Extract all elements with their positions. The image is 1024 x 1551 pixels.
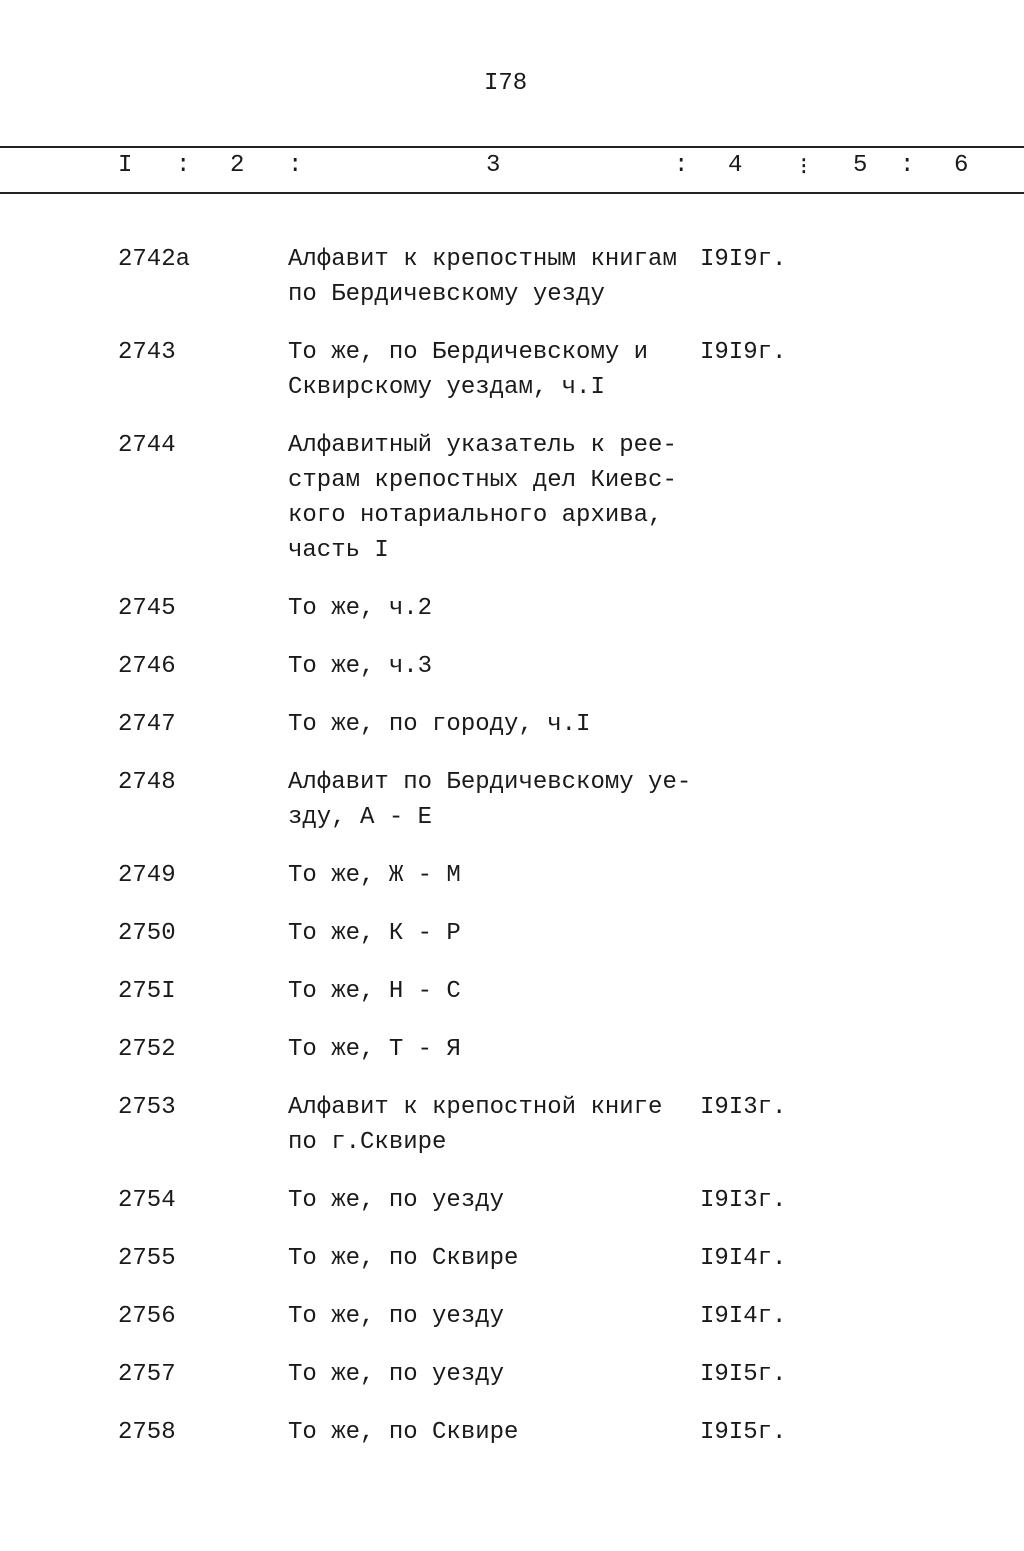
entry-description	[288, 765, 692, 835]
entry-year: I9I5г.	[700, 1419, 787, 1446]
description-line: часть I	[288, 537, 389, 564]
inventory-entry	[0, 649, 1024, 684]
inventory-entry	[0, 242, 1024, 312]
entry-description	[288, 1090, 688, 1160]
entry-year: I9I3г.	[700, 1094, 787, 1121]
column-header-5: 5	[853, 152, 868, 179]
column-header-1: I	[118, 152, 133, 179]
entry-description	[288, 1032, 688, 1067]
description-line: То же, по Сквире	[288, 1245, 519, 1272]
entry-number: 2752	[118, 1036, 176, 1063]
entry-number: 2748	[118, 769, 176, 796]
column-separator: :	[900, 152, 915, 179]
entry-description	[288, 428, 688, 568]
entry-number: 275I	[118, 978, 176, 1005]
entry-year: I9I3г.	[700, 1187, 787, 1214]
entry-year: I9I5г.	[700, 1361, 787, 1388]
entry-description	[288, 916, 688, 951]
inventory-entry	[0, 974, 1024, 1009]
inventory-entry	[0, 1032, 1024, 1067]
entry-year: I9I4г.	[700, 1245, 787, 1272]
description-line: То же, по Бердичевскому и	[288, 339, 649, 366]
inventory-entry	[0, 916, 1024, 951]
inventory-list	[0, 242, 1024, 1473]
entry-year: I9I4г.	[700, 1303, 787, 1330]
description-line: То же, Ж - М	[288, 862, 461, 889]
description-line: Алфавит по Бердичевскому уе-	[288, 769, 692, 796]
description-line: То же, Н - С	[288, 978, 461, 1005]
entry-number: 2750	[118, 920, 176, 947]
inventory-entry	[0, 1299, 1024, 1334]
entry-description	[288, 1241, 688, 1276]
column-header-4: 4	[728, 152, 743, 179]
entry-description	[288, 242, 688, 312]
inventory-entry	[0, 1357, 1024, 1392]
entry-description	[288, 858, 688, 893]
entry-description	[288, 335, 688, 405]
inventory-entry	[0, 428, 1024, 568]
entry-description	[288, 649, 688, 684]
description-line: То же, по Сквире	[288, 1419, 519, 1446]
inventory-entry	[0, 707, 1024, 742]
entry-description	[288, 1299, 688, 1334]
inventory-entry	[0, 591, 1024, 626]
entry-year: I9I9г.	[700, 339, 787, 366]
entry-description	[288, 1415, 688, 1450]
description-line: То же, по городу, ч.I	[288, 711, 591, 738]
column-separator: ⁝	[800, 155, 808, 182]
inventory-entry	[0, 1415, 1024, 1450]
description-line: То же, по уезду	[288, 1187, 505, 1214]
description-line: страм крепостных дел Киевс-	[288, 467, 677, 494]
description-line: Алфавитный указатель к рее-	[288, 432, 677, 459]
description-line: по г.Сквире	[288, 1129, 447, 1156]
entry-number: 2743	[118, 339, 176, 366]
description-line: кого нотариального архива,	[288, 502, 663, 529]
description-line: То же, по уезду	[288, 1361, 505, 1388]
entry-number: 2742а	[118, 246, 191, 273]
entry-number: 2747	[118, 711, 176, 738]
column-separator: :	[288, 152, 303, 179]
entry-number: 2745	[118, 595, 176, 622]
inventory-entry	[0, 858, 1024, 893]
entry-number: 2753	[118, 1094, 176, 1121]
entry-number: 2754	[118, 1187, 176, 1214]
description-line: То же, по уезду	[288, 1303, 505, 1330]
column-header-3: 3	[486, 152, 501, 179]
description-line: То же, ч.2	[288, 595, 433, 622]
entry-number: 2757	[118, 1361, 176, 1388]
entry-number: 2744	[118, 432, 176, 459]
entry-description	[288, 974, 688, 1009]
description-line: То же, Т - Я	[288, 1036, 461, 1063]
inventory-entry	[0, 1241, 1024, 1276]
inventory-entry	[0, 765, 1024, 835]
description-line: Алфавит к крепостной книге	[288, 1094, 663, 1121]
column-separator: :	[674, 152, 689, 179]
description-line: Алфавит к крепостным книгам	[288, 246, 677, 273]
column-header-2: 2	[230, 152, 245, 179]
inventory-entry	[0, 335, 1024, 405]
entry-description	[288, 1183, 688, 1218]
header-top-rule	[0, 146, 1024, 148]
column-separator: :	[176, 152, 191, 179]
page-number: I78	[484, 70, 528, 97]
inventory-entry	[0, 1090, 1024, 1160]
entry-description	[288, 591, 688, 626]
entry-number: 2756	[118, 1303, 176, 1330]
description-line: зду, А - Е	[288, 804, 433, 831]
description-line: То же, ч.3	[288, 653, 433, 680]
description-line: Сквирскому уездам, ч.I	[288, 374, 605, 401]
header-bottom-rule	[0, 192, 1024, 194]
column-header-6: 6	[954, 152, 969, 179]
entry-number: 2746	[118, 653, 176, 680]
entry-number: 2758	[118, 1419, 176, 1446]
description-line: То же, К - Р	[288, 920, 461, 947]
inventory-entry	[0, 1183, 1024, 1218]
entry-number: 2749	[118, 862, 176, 889]
entry-description	[288, 1357, 688, 1392]
entry-year: I9I9г.	[700, 246, 787, 273]
description-line: по Бердичевскому уезду	[288, 281, 605, 308]
entry-description	[288, 707, 688, 742]
entry-number: 2755	[118, 1245, 176, 1272]
